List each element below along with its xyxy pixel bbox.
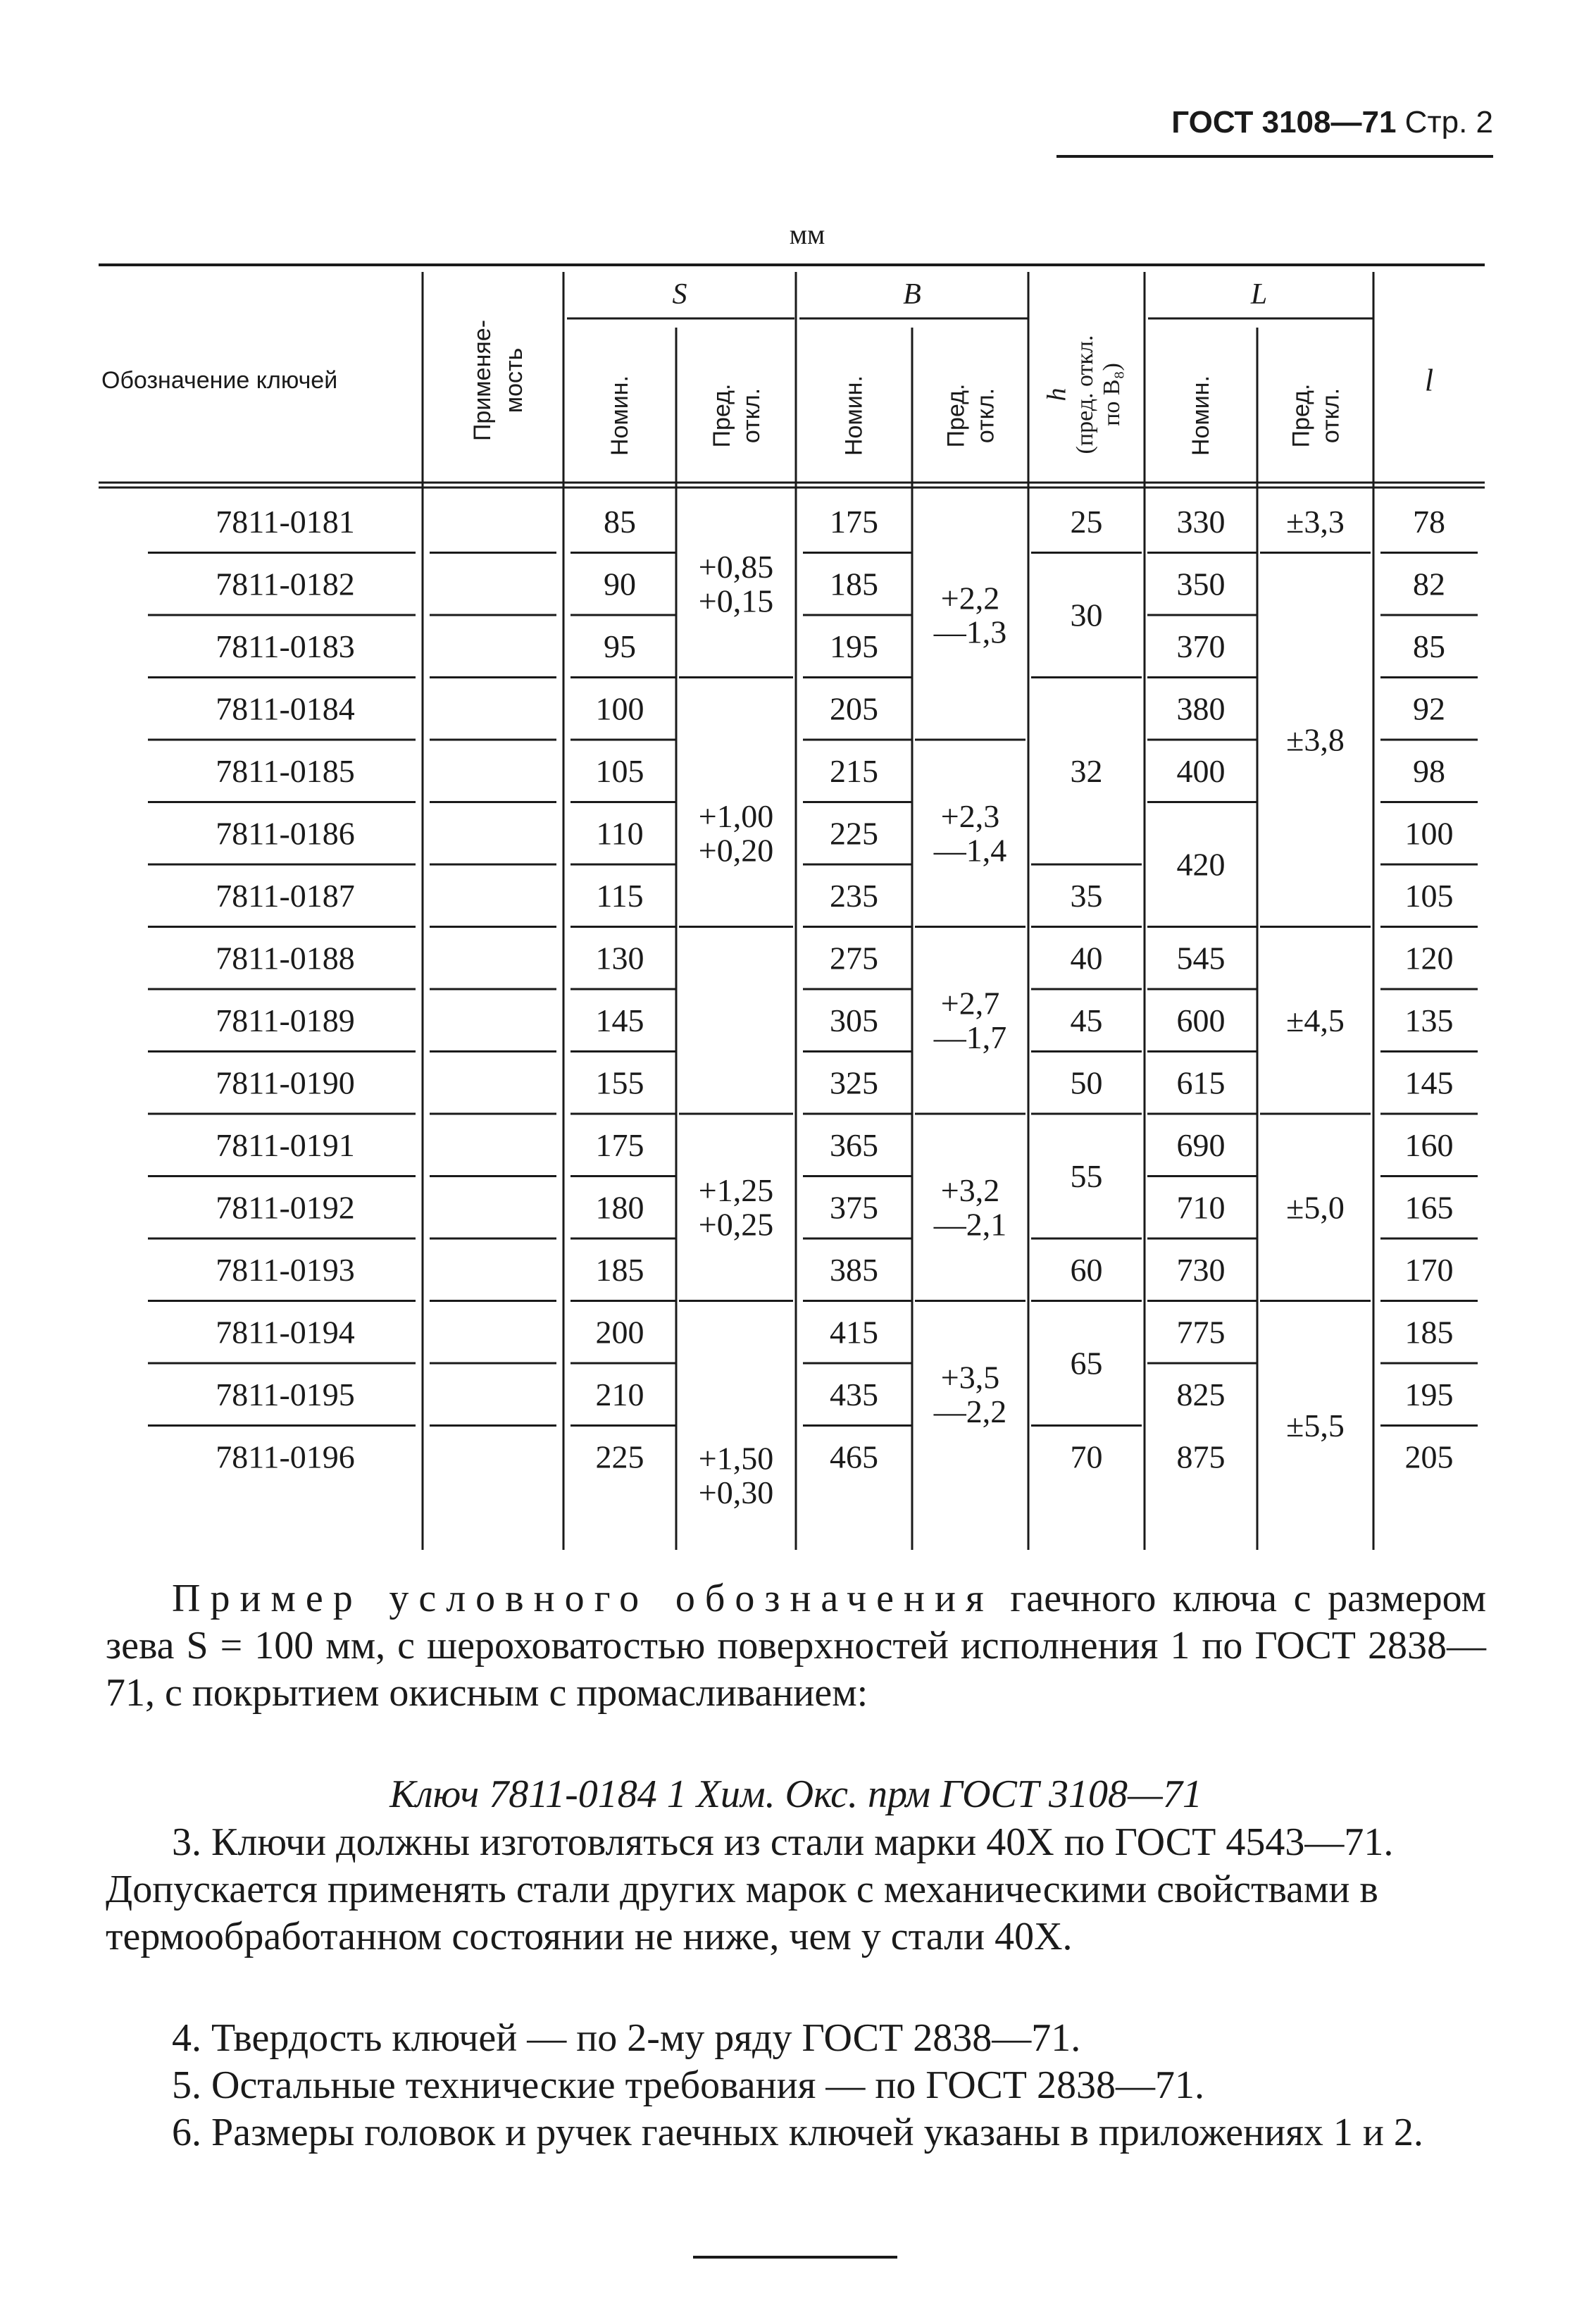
example-text: гаечного ключа с размером зева S = 100 мм, с шероховатостью поверхностей исполнения 1 по ГОСТ 2838—71, с покрытием окисным с промасливанием: (106, 1577, 1486, 1715)
header-l: l (1424, 363, 1434, 398)
S-deviation-cell: +0,85 (698, 549, 774, 585)
header-designation: Обозначение ключей (101, 367, 338, 394)
S-deviation-cell: +1,25 (698, 1172, 774, 1209)
B-nominal-cell: 415 (830, 1314, 878, 1350)
L-nominal-cell: 730 (1176, 1251, 1226, 1288)
S-deviation-cell: +0,15 (698, 583, 774, 619)
B-deviation-cell: —2,2 (933, 1393, 1007, 1429)
B-nominal-cell: 435 (830, 1376, 878, 1412)
S-nominal-cell: 175 (595, 1126, 644, 1163)
L-nominal-cell: 545 (1176, 940, 1226, 976)
B-nominal-cell: 195 (830, 628, 878, 664)
l-cell: 100 (1404, 815, 1454, 852)
B-nominal-cell: 185 (830, 566, 878, 602)
L-nominal-cell: 370 (1176, 628, 1226, 664)
B-deviation-cell: —2,1 (933, 1206, 1007, 1243)
B-nominal-cell: 275 (830, 940, 878, 976)
header-S: S (672, 278, 687, 311)
h-cell: 45 (1070, 1002, 1103, 1038)
designation-cell: 7811-0195 (216, 1376, 355, 1412)
header-deviation: откл. (972, 387, 999, 444)
l-cell: 205 (1404, 1439, 1454, 1475)
S-nominal-cell: 145 (595, 1002, 644, 1038)
L-nominal-cell: 400 (1176, 752, 1226, 789)
l-cell: 160 (1404, 1126, 1454, 1163)
B-nominal-cell: 385 (830, 1251, 878, 1288)
h-cell: 50 (1070, 1064, 1103, 1101)
designation-cell: 7811-0181 (216, 503, 355, 540)
l-cell: 170 (1404, 1251, 1454, 1288)
S-deviation-cell: +1,00 (698, 798, 774, 835)
l-cell: 185 (1404, 1314, 1454, 1350)
S-nominal-cell: 200 (595, 1314, 644, 1350)
paragraph-4: 4. Твердость ключей — по 2-му ряду ГОСТ 2838—71. (172, 2016, 1081, 2060)
l-cell: 98 (1413, 752, 1445, 789)
l-cell: 85 (1413, 628, 1445, 664)
S-nominal-cell: 180 (595, 1189, 644, 1226)
L-nominal-cell: 615 (1176, 1064, 1226, 1101)
page-number: Стр. 2 (1404, 105, 1493, 139)
designation-cell: 7811-0186 (216, 815, 355, 852)
header-nominal: Номин. (1187, 375, 1214, 457)
header-nominal: Номин. (840, 375, 868, 457)
S-nominal-cell: 185 (595, 1251, 644, 1288)
L-nominal-cell: 690 (1176, 1126, 1226, 1163)
header-deviation: Пред. (1288, 383, 1315, 448)
header-deviation: откл. (738, 387, 765, 444)
designation-cell: 7811-0190 (216, 1064, 355, 1101)
S-nominal-cell: 210 (595, 1376, 644, 1412)
designation-example: Ключ 7811-0184 1 Хим. Окс. прм ГОСТ 3108—71 (389, 1772, 1202, 1816)
L-deviation-cell: ±3,8 (1286, 721, 1345, 758)
B-deviation-cell: —1,4 (933, 832, 1007, 869)
B-nominal-cell: 465 (830, 1439, 878, 1475)
header-deviation: откл. (1317, 387, 1345, 444)
designation-cell: 7811-0189 (216, 1002, 355, 1038)
S-nominal-cell: 85 (604, 503, 636, 540)
S-deviation-cell: +0,20 (698, 832, 774, 869)
L-nominal-cell: 775 (1176, 1314, 1226, 1350)
header-applicability: Применяе- (469, 319, 496, 442)
S-deviation-cell: +1,50 (698, 1440, 774, 1477)
l-cell: 105 (1404, 877, 1454, 914)
S-nominal-cell: 225 (595, 1439, 644, 1475)
designation-cell: 7811-0183 (216, 628, 355, 664)
h-cell: 30 (1070, 597, 1103, 633)
header-applicability: мость (501, 347, 528, 414)
paragraph-3: 3. Ключи должны изготовляться из стали марки 40Х по ГОСТ 4543—71. Допускается применять стали других марок с механическими свойствами в термообработанном состоянии не ниже, чем у стали 40Х. (106, 1820, 1394, 1958)
designation-cell: 7811-0182 (216, 566, 355, 602)
L-deviation-cell: ±4,5 (1286, 1002, 1345, 1038)
designation-cell: 7811-0184 (216, 690, 355, 727)
header-h: по B₈) (1099, 363, 1125, 426)
L-nominal-cell: 600 (1176, 1002, 1226, 1038)
header-h: (пред. откл. (1072, 335, 1098, 454)
l-cell: 165 (1404, 1189, 1454, 1226)
paragraph-5: 5. Остальные технические требования — по ГОСТ 2838—71. (172, 2063, 1204, 2107)
S-nominal-cell: 155 (595, 1064, 644, 1101)
S-deviation-cell: +0,25 (698, 1206, 774, 1243)
end-rule (693, 2256, 897, 2259)
l-cell: 135 (1404, 1002, 1454, 1038)
L-deviation-cell: ±5,5 (1286, 1408, 1345, 1443)
h-cell: 55 (1070, 1158, 1103, 1194)
B-deviation-cell: +2,3 (940, 798, 1000, 835)
B-nominal-cell: 325 (830, 1064, 878, 1101)
designation-cell: 7811-0196 (216, 1439, 355, 1475)
header-deviation: Пред. (709, 383, 735, 448)
designation-cell: 7811-0185 (216, 752, 355, 789)
units-label: мм (789, 218, 825, 250)
S-nominal-cell: 95 (604, 628, 636, 664)
B-nominal-cell: 235 (830, 877, 878, 914)
l-cell: 92 (1413, 690, 1445, 727)
l-cell: 78 (1413, 503, 1445, 540)
header-h: h (1042, 387, 1072, 402)
B-nominal-cell: 215 (830, 752, 878, 789)
S-deviation-cell: +0,30 (698, 1474, 774, 1510)
B-nominal-cell: 205 (830, 690, 878, 727)
l-cell: 145 (1404, 1064, 1454, 1101)
L-deviation-cell: ±5,0 (1286, 1189, 1345, 1226)
L-nominal-cell: 380 (1176, 690, 1226, 727)
designation-cell: 7811-0193 (216, 1251, 355, 1288)
B-deviation-cell: +2,2 (940, 580, 1000, 616)
l-cell: 82 (1413, 566, 1445, 602)
B-nominal-cell: 305 (830, 1002, 878, 1038)
B-deviation-cell: —1,3 (933, 614, 1007, 650)
B-deviation-cell: +3,2 (940, 1172, 1000, 1209)
B-deviation-cell: —1,7 (933, 1019, 1007, 1055)
L-deviation-cell: ±3,3 (1286, 503, 1345, 540)
example-paragraph (106, 1575, 1486, 1717)
example-spaced-heading: Пример условного обозначения (172, 1577, 994, 1620)
h-cell: 60 (1070, 1251, 1103, 1288)
h-cell: 32 (1070, 752, 1103, 789)
B-deviation-cell: +3,5 (940, 1359, 1000, 1396)
h-cell: 25 (1070, 503, 1103, 540)
L-nominal-cell: 825 (1176, 1376, 1226, 1412)
h-cell: 70 (1070, 1439, 1103, 1475)
designation-cell: 7811-0187 (216, 877, 355, 914)
h-cell: 65 (1070, 1345, 1103, 1381)
L-nominal-cell: 710 (1176, 1189, 1226, 1226)
B-nominal-cell: 375 (830, 1189, 878, 1226)
header-B: B (903, 278, 921, 311)
designation-cell: 7811-0188 (216, 940, 355, 976)
header-deviation: Пред. (942, 383, 970, 448)
standard-number: ГОСТ 3108—71 (1171, 105, 1397, 139)
header-L: L (1250, 278, 1268, 311)
B-nominal-cell: 225 (830, 815, 878, 852)
L-nominal-cell: 350 (1176, 566, 1226, 602)
L-nominal-cell: 420 (1176, 846, 1226, 883)
l-cell: 195 (1404, 1376, 1454, 1412)
L-nominal-cell: 875 (1176, 1439, 1226, 1475)
S-nominal-cell: 115 (596, 877, 644, 914)
B-nominal-cell: 175 (830, 503, 878, 540)
B-deviation-cell: +2,7 (940, 985, 1000, 1022)
B-nominal-cell: 365 (830, 1126, 878, 1163)
S-nominal-cell: 110 (596, 815, 644, 852)
S-nominal-cell: 105 (595, 752, 644, 789)
S-nominal-cell: 90 (604, 566, 636, 602)
designation-cell: 7811-0194 (216, 1314, 355, 1350)
h-cell: 40 (1070, 940, 1103, 976)
designation-cell: 7811-0191 (216, 1126, 355, 1163)
l-cell: 120 (1404, 940, 1454, 976)
paragraph-6: 6. Размеры головок и ручек гаечных ключей указаны в приложениях 1 и 2. (172, 2111, 1423, 2154)
S-nominal-cell: 100 (595, 690, 644, 727)
header-nominal: Номин. (606, 375, 633, 457)
designation-cell: 7811-0192 (216, 1189, 355, 1226)
h-cell: 35 (1070, 877, 1103, 914)
L-nominal-cell: 330 (1176, 503, 1226, 540)
S-nominal-cell: 130 (595, 940, 644, 976)
